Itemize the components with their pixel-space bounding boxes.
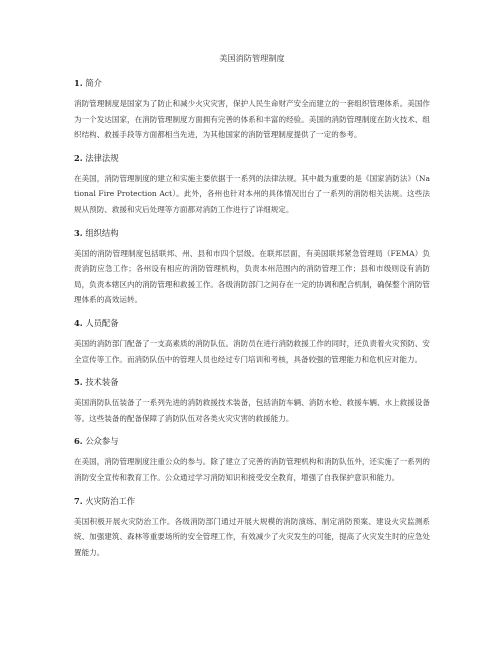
section-organization [74,227,430,308]
section-heading [74,227,430,239]
section-heading-text: 公众参与 [85,436,119,447]
section-body: 美国的消防部门配备了一支高素质的消防队伍。消防员在进行消防救援工作的同时，还负责着火灾预防、安全宣传等工作。而消防队伍中的管理人员也经过专门培训和考核，具备较强的管理能力和危机应对能力。 [74,338,430,364]
section-body: 美国消防队伍装备了一系列先进的消防救援技术装备，包括消防车辆、消防水枪、救援车辆、水上救援设备等。这些装备的配备保障了消防队伍对各类火灾灾害的救援能力。 [74,398,430,423]
section-fire-prevention [74,495,430,561]
section-public-participation [74,435,430,485]
document-page [74,52,430,569]
section-heading-text: 火灾防治工作 [85,495,136,506]
section-heading [74,495,430,507]
section-number: 2. [74,152,83,163]
section-laws [74,152,430,218]
section-heading [74,317,430,329]
document-title: 美国消防管理制度 [219,53,285,63]
section-number: 1. [74,78,83,88]
section-heading [74,152,430,164]
section-number: 6. [74,436,83,447]
section-heading [74,435,430,447]
section-number: 7. [74,495,83,506]
section-staffing [74,317,430,367]
section-heading [74,77,430,89]
section-heading-text: 法律法规 [85,152,119,163]
section-heading [74,376,430,388]
section-number: 4. [74,317,83,328]
section-heading-text: 技术装备 [85,377,119,388]
section-heading-text: 组织结构 [85,227,119,238]
section-equipment [74,376,430,426]
section-number: 5. [74,377,83,388]
section-heading-text: 简介 [85,78,102,88]
section-body: 在美国，消防管理制度注重公众的参与。除了建立了完善的消防管理机构和消防队伍外，还实施了一系列的消防安全宣传和教育工作。公众通过学习消防知识和接受安全教育，增强了自我保护意识和能力。 [74,457,430,482]
section-introduction [74,77,430,143]
section-body: 美国的消防管理制度包括联邦、州、县和市四个层级。在联邦层面，有美国联邦紧急管理局（FEMA）负责消防应急工作；各州设有相应的消防管理机构，负责本州范围内的消防管理工作；县和市级则设有消防局，负责本辖区内的消防管理和救援工作。各级消防部门之间存在一定的协调和配合机制，确保整个消防管理体系的高效运转。 [74,248,430,305]
section-body: 美国积极开展火灾防治工作。各级消防部门通过开展大规模的消防演练、制定消防预案、建设火灾监测系统、加强建筑、森林等重要场所的安全管理工作，有效减少了火灾发生的可能，提高了火灾发生时的应急处置能力。 [74,516,430,557]
section-body: 消防管理制度是国家为了防止和减少火灾灾害，保护人民生命财产安全而建立的一套组织管理体系。美国作为一个发达国家，在消防管理制度方面拥有完善的体系和丰富的经验。美国的消防管理制度在防火技术、组织结构、救援手段等方面都相当先进，为其他国家的消防管理制度提供了一定的参考。 [74,99,430,140]
section-body: 在美国，消防管理制度的建立和实施主要依据于一系列的法律法规。其中最为重要的是《国家消防法》（National Fire Protection Act）。此外，各州也针对本州的具体情况出台了一系列的消防相关法规。这些法规从预防、救援和灾后处理等方面都对消防工作进行了详细规定。 [74,173,430,214]
section-number: 3. [74,227,83,238]
section-heading-text: 人员配备 [85,317,119,328]
